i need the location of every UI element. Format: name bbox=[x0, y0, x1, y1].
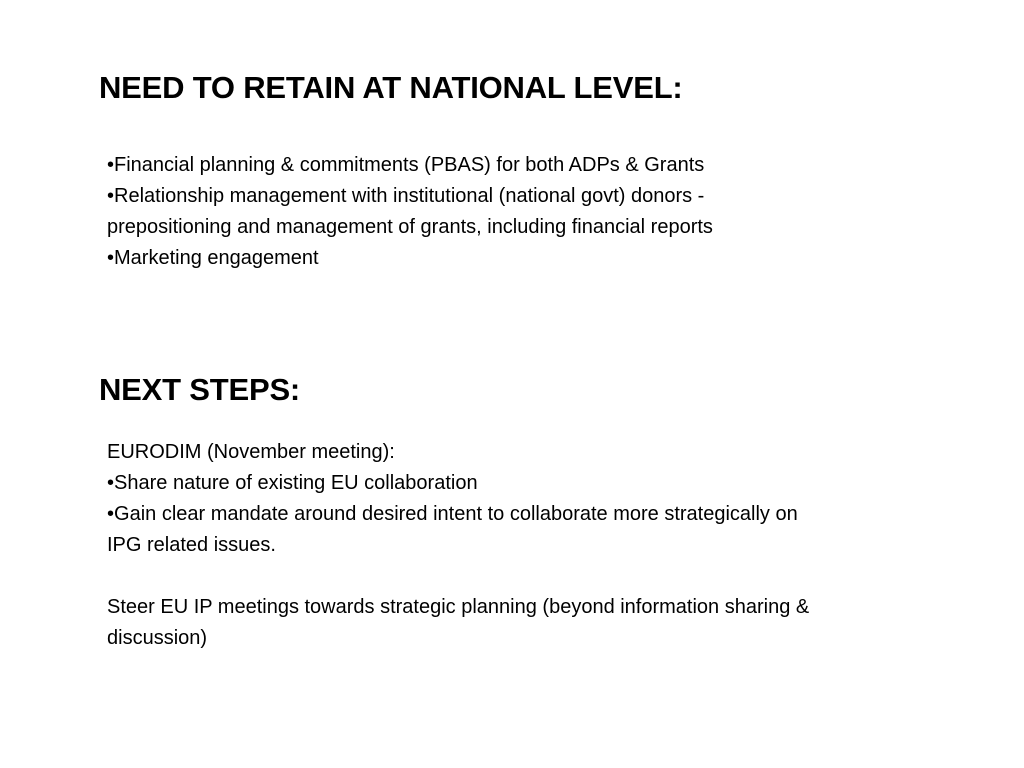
list-item bbox=[107, 150, 947, 181]
next-steps-list bbox=[107, 437, 947, 654]
retain-national-level-heading: NEED TO RETAIN AT NATIONAL LEVEL: bbox=[99, 70, 683, 105]
list-item-text: Marketing engagement bbox=[114, 247, 319, 269]
list-item bbox=[107, 468, 947, 499]
list-item-continuation: prepositioning and management of grants, including financial reports bbox=[107, 216, 713, 238]
bullet-icon: • bbox=[107, 472, 115, 494]
list-item bbox=[107, 243, 947, 274]
next-steps-heading: NEXT STEPS: bbox=[99, 372, 301, 407]
bullet-icon: • bbox=[107, 503, 115, 525]
list-item-text: Financial planning & commitments (PBAS) for both ADPs & Grants bbox=[114, 154, 705, 176]
list-item-continuation: IPG related issues. bbox=[107, 534, 276, 556]
bullet-icon: • bbox=[107, 185, 115, 207]
list-item bbox=[107, 499, 947, 530]
spacer bbox=[107, 561, 947, 592]
retain-national-level-list bbox=[107, 150, 947, 274]
closing-text-line: Steer EU IP meetings towards strategic planning (beyond information sharing & bbox=[107, 596, 810, 618]
list-item-text: Gain clear mandate around desired intent to collaborate more strategically on bbox=[114, 503, 798, 525]
list-item bbox=[107, 181, 947, 212]
list-item-text: Share nature of existing EU collaboration bbox=[114, 472, 478, 494]
eurodim-intro: EURODIM (November meeting): bbox=[107, 441, 395, 463]
list-item-text: Relationship management with institutional (national govt) donors - bbox=[114, 185, 705, 207]
closing-text-line: discussion) bbox=[107, 627, 208, 649]
bullet-icon: • bbox=[107, 247, 115, 269]
bullet-icon: • bbox=[107, 154, 115, 176]
